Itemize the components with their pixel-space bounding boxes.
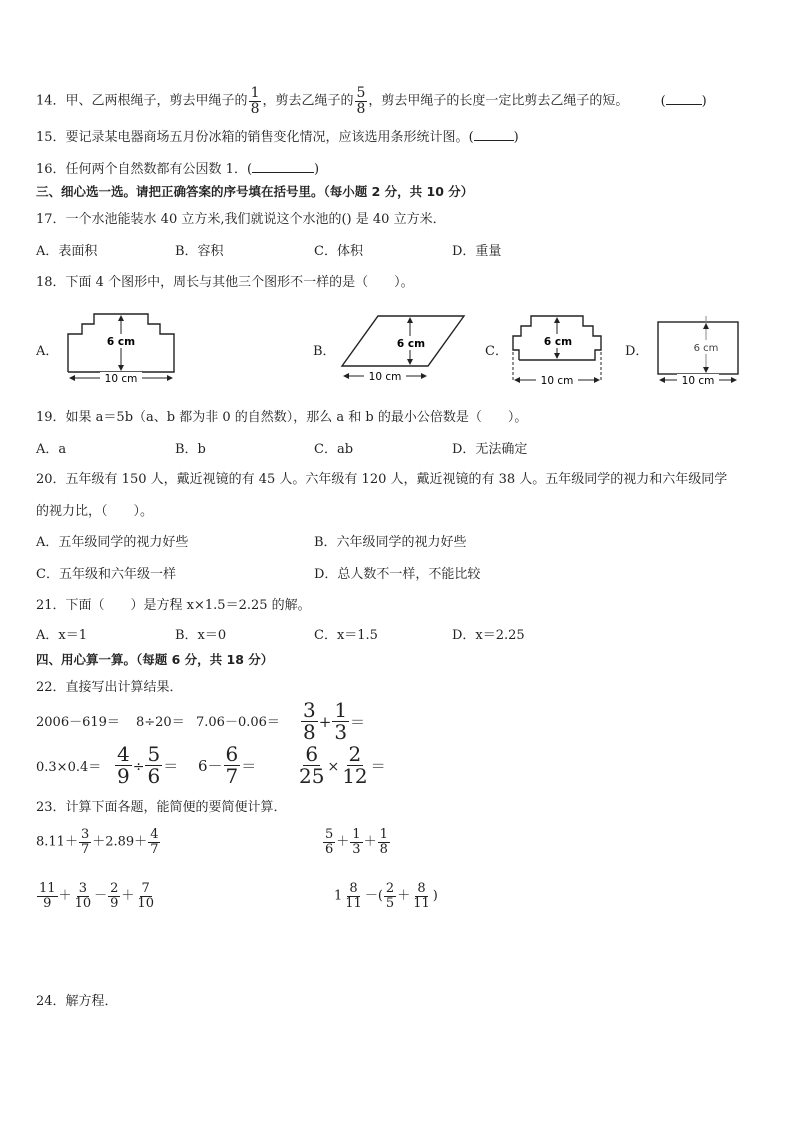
question-16: 16．任何两个自然数都有公因数 1．( ): [36, 162, 320, 177]
calc-23-1: 8.11＋ $\frac{3}{7}$ ＋2.89＋ $\frac{4}{7}$: [36, 827, 159, 857]
answer-paren-15[interactable]: ( ): [468, 130, 519, 145]
option-20-a[interactable]: A．五年级同学的视力好些: [36, 535, 189, 550]
option-20-d[interactable]: D．总人数不一样，不能比较: [314, 567, 481, 582]
question-23: 23．计算下面各题，能简便的要简便计算．: [36, 800, 287, 815]
option-19-a[interactable]: A．a: [36, 442, 67, 457]
calc-22-2: 8÷20＝: [136, 715, 185, 730]
calc-22-3: 7.06－0.06＝: [196, 715, 280, 730]
option-17-d[interactable]: D．重量: [452, 244, 502, 259]
option-21-a[interactable]: A．x＝1: [36, 628, 87, 643]
option-19-c[interactable]: C．ab: [314, 442, 354, 457]
calc-23-2: $\frac{5}{6}$ ＋ $\frac{1}{3}$ ＋ $\frac{1}{8}$: [325, 827, 388, 857]
figure-b-width-label: 10 cm: [368, 371, 402, 383]
calc-22-7: 6－ $\frac{6}{7}$ ＝: [198, 742, 257, 788]
calc-23-4: 1 $\frac{8}{11}$ －( $\frac{2}{5}$ ＋ $\frac{8}{11}$ ): [334, 881, 438, 911]
calc-22-6: $\frac{4}{9}$ ÷ $\frac{5}{6}$ ＝: [117, 742, 179, 788]
fraction-5-8: $\frac{5}{8}$: [356, 85, 366, 117]
calc-22-1: 2006－619＝: [36, 715, 120, 730]
section-3-heading: 三、细心选一选。请把正确答案的序号填在括号里。（每小题 2 分，共 10 分）: [36, 184, 474, 199]
option-18-c[interactable]: C．: [485, 344, 508, 359]
figure-b-parallelogram: [336, 308, 470, 386]
answer-paren-14[interactable]: ( ): [660, 93, 707, 109]
option-18-a[interactable]: A．: [36, 344, 59, 359]
option-19-b[interactable]: B．b: [175, 442, 206, 457]
question-21: 21．下面（ ）是方程 x×1.5＝2.25 的解。: [36, 598, 311, 613]
question-18: 18．下面 4 个图形中，周长与其他三个图形不一样的是（ ）。: [36, 275, 414, 290]
fraction-1-8: $\frac{1}{8}$: [250, 85, 260, 117]
figure-a-width-label: 10 cm: [104, 373, 138, 385]
option-21-b[interactable]: B．x＝0: [175, 628, 227, 643]
figure-d-width-label: 10 cm: [681, 375, 715, 386]
question-22: 22．直接写出计算结果．: [36, 680, 183, 695]
option-19-d[interactable]: D．无法确定: [452, 442, 528, 457]
question-20-line-1: 20．五年级有 150 人，戴近视镜的有 45 人。六年级有 120 人，戴近视镜的有 38 人。五年级同学的视力和六年级同学: [36, 472, 728, 487]
option-17-c[interactable]: C．体积: [314, 244, 363, 259]
figure-a-stepped-shape: [62, 308, 182, 386]
question-20-line-2: 的视力比，（ ）。: [36, 504, 154, 519]
option-18-d[interactable]: D．: [625, 344, 649, 359]
option-21-c[interactable]: C．x＝1.5: [314, 628, 378, 643]
option-18-b[interactable]: B．: [313, 344, 336, 359]
question-15: 15．要记录某电器商场五月份冰箱的销售变化情况，应该选用条形统计图。( ): [36, 130, 519, 145]
question-19: 19．如果 a＝5b（a、b 都为非 0 的自然数），那么 a 和 b 的最小公倍数是（ ）。: [36, 410, 528, 425]
figure-d-height-label: 6 cm: [693, 343, 719, 354]
question-14: 14．甲、乙两根绳子，剪去甲绳子的 $\frac{1}{8}$ ，剪去乙绳子的 $\frac{5}{8}$ ，剪去甲绳子的长度一定比剪去乙绳子的短。 ( ): [36, 85, 707, 117]
calc-22-8: $\frac{6}{25}$ × $\frac{2}{12}$ ＝: [299, 742, 386, 788]
calc-22-4: $\frac{3}{8}$ + $\frac{1}{3}$ ＝: [303, 698, 366, 744]
section-4-heading: 四、用心算一算。（每题 6 分，共 18 分）: [36, 652, 274, 667]
calc-23-3: $\frac{11}{9}$ ＋ $\frac{3}{10}$ － $\frac{2}{9}$ ＋ $\frac{7}{10}$: [39, 881, 154, 911]
option-17-a[interactable]: A．表面积: [36, 244, 98, 259]
option-20-b[interactable]: B．六年级同学的视力好些: [314, 535, 467, 550]
calc-22-5: 0.3×0.4＝: [36, 760, 102, 775]
figure-a-height-label: 6 cm: [106, 336, 136, 348]
option-17-b[interactable]: B．容积: [175, 244, 224, 259]
figure-b-height-label: 6 cm: [396, 338, 426, 350]
figure-c-width-label: 10 cm: [540, 375, 574, 387]
question-17: 17．一个水池能装水 40 立方米,我们就说这个水池的() 是 40 立方米．: [36, 212, 446, 227]
question-24: 24．解方程．: [36, 994, 118, 1009]
figure-d-rectangle: [652, 310, 744, 386]
answer-paren-16[interactable]: ( ): [246, 162, 320, 177]
option-21-d[interactable]: D．x＝2.25: [452, 628, 525, 643]
figure-c-notched-shape: [505, 308, 609, 390]
option-20-c[interactable]: C．五年级和六年级一样: [36, 567, 176, 582]
figure-c-height-label: 6 cm: [543, 336, 573, 348]
